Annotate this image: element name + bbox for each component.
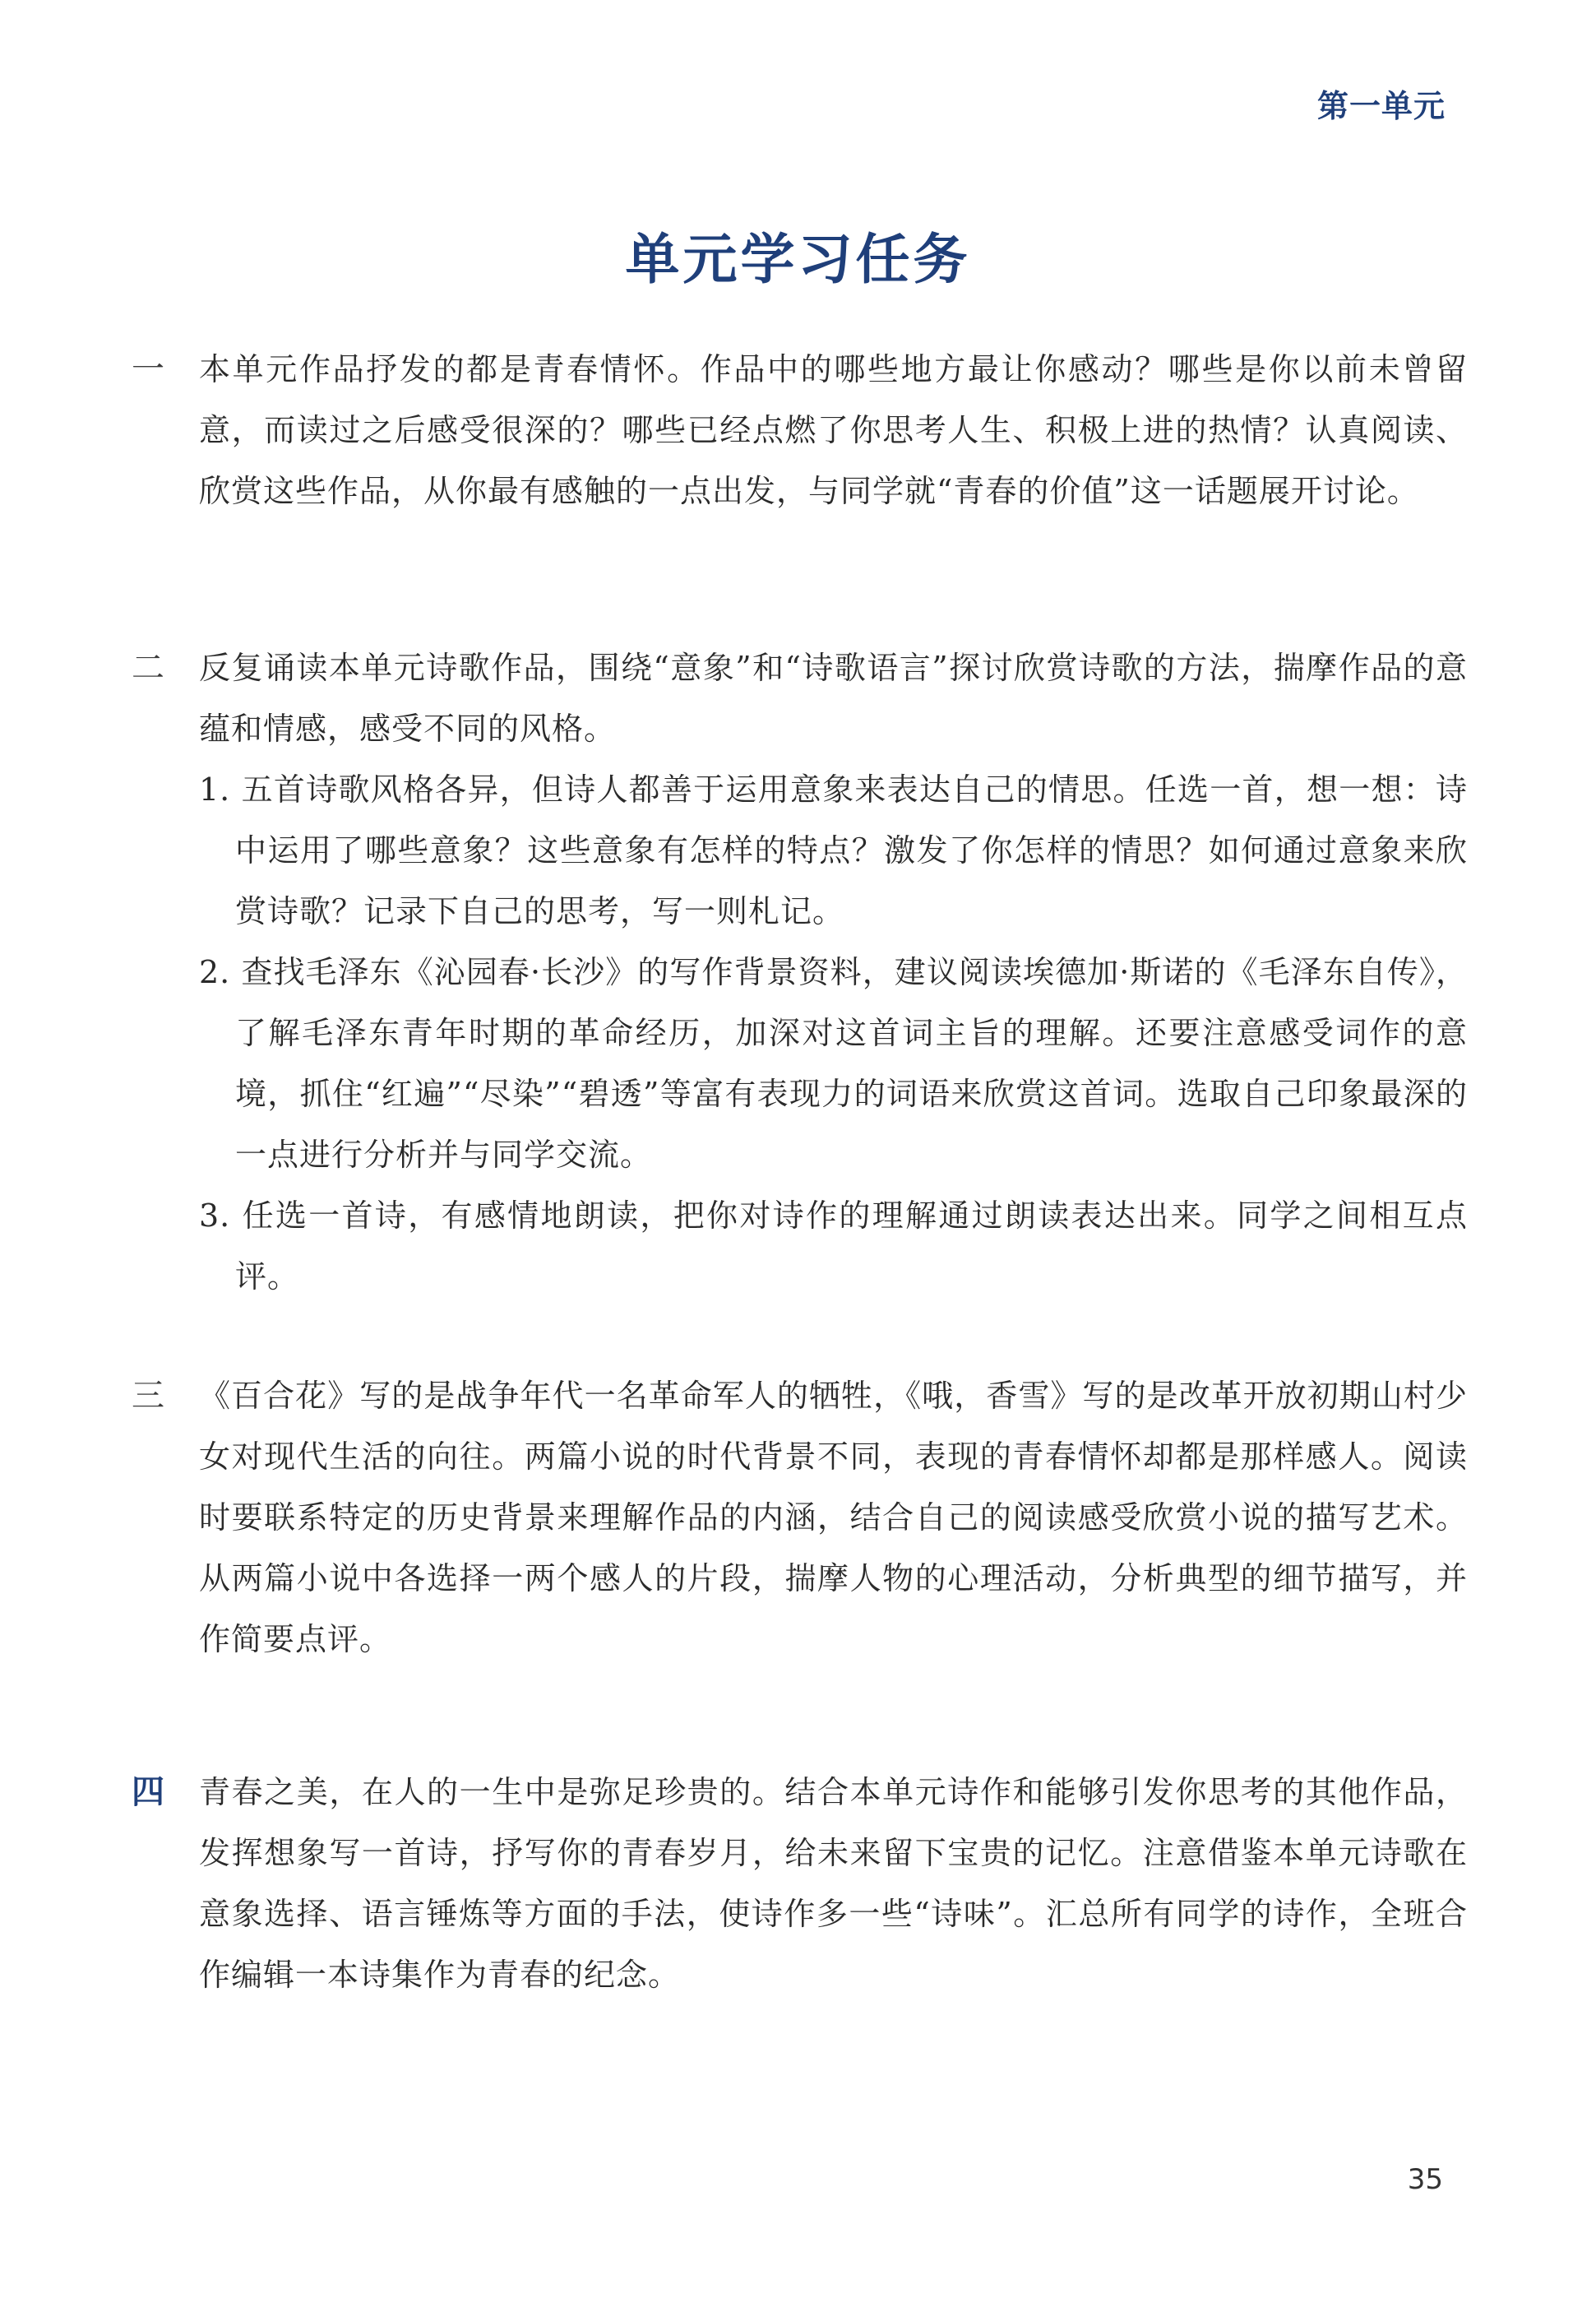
task-number: 四 xyxy=(132,1772,164,1811)
subitem-1: 1. 五首诗歌风格各异，但诗人都善于运用意象来表达自己的情思。任选一首，想一想：诗中运用了哪些意象？这些意象有怎样的特点？激发了你怎样的情思？如何通过意象来欣赏诗歌？记录下自己的思考，写一则札记。 xyxy=(199,771,1468,929)
task-section-2 xyxy=(132,637,1468,1307)
task-text: 反复诵读本单元诗歌作品，围绕“意象”和“诗歌语言”探讨欣赏诗歌的方法，揣摩作品的意蕴和情感，感受不同的风格。 xyxy=(199,650,1468,747)
subitem-2: 2. 查找毛泽东《沁园春·长沙》的写作背景资料，建议阅读埃德加·斯诺的《毛泽东自传》，了解毛泽东青年时期的革命经历，加深对这首词主旨的理解。还要注意感受词作的意境，抓住“红遍”“尽染”“碧透”等富有表现力的词语来欣赏这首词。选取自己印象最深的一点进行分析并与同学交流。 xyxy=(199,954,1468,1173)
page-number: 35 xyxy=(1407,2163,1443,2196)
task-text: 《百合花》写的是战争年代一名革命军人的牺牲，《哦，香雪》写的是改革开放初期山村少女对现代生活的向往。两篇小说的时代背景不同，表现的青春情怀却都是那样感人。阅读时要联系特定的历史背景来理解作品的内涵，结合自己的阅读感受欣赏小说的描写艺术。从两篇小说中各选择一两个感人的片段，揣摩人物的心理活动，分析典型的细节描写，并作简要点评。 xyxy=(199,1378,1468,1657)
task-section-3 xyxy=(132,1365,1468,1670)
task-subitems xyxy=(199,759,1468,1307)
task-text: 本单元作品抒发的都是青春情怀。作品中的哪些地方最让你感动？哪些是你以前未曾留意，而读过之后感受很深的？哪些已经点燃了你思考人生、积极上进的热情？认真阅读、欣赏这些作品，从你最有感触的一点出发，与同学就“青春的价值”这一话题展开讨论。 xyxy=(199,351,1468,509)
subitem-3: 3. 任选一首诗，有感情地朗读，把你对诗作的理解通过朗读表达出来。同学之间相互点评。 xyxy=(199,1198,1468,1295)
task-section-1 xyxy=(132,339,1468,521)
task-number: 二 xyxy=(132,649,164,687)
task-number: 一 xyxy=(132,350,164,388)
task-number: 三 xyxy=(132,1377,164,1415)
task-section-4 xyxy=(132,1762,1468,2005)
unit-label: 第一单元 xyxy=(1316,88,1446,124)
page-title: 单元学习任务 xyxy=(625,228,971,291)
task-text: 青春之美，在人的一生中是弥足珍贵的。结合本单元诗作和能够引发你思考的其他作品，发挥想象写一首诗，抒写你的青春岁月，给未来留下宝贵的记忆。注意借鉴本单元诗歌在意象选择、语言锤炼等方面的手法，使诗作多一些“诗味”。汇总所有同学的诗作，全班合作编辑一本诗集作为青春的纪念。 xyxy=(199,1774,1468,1993)
